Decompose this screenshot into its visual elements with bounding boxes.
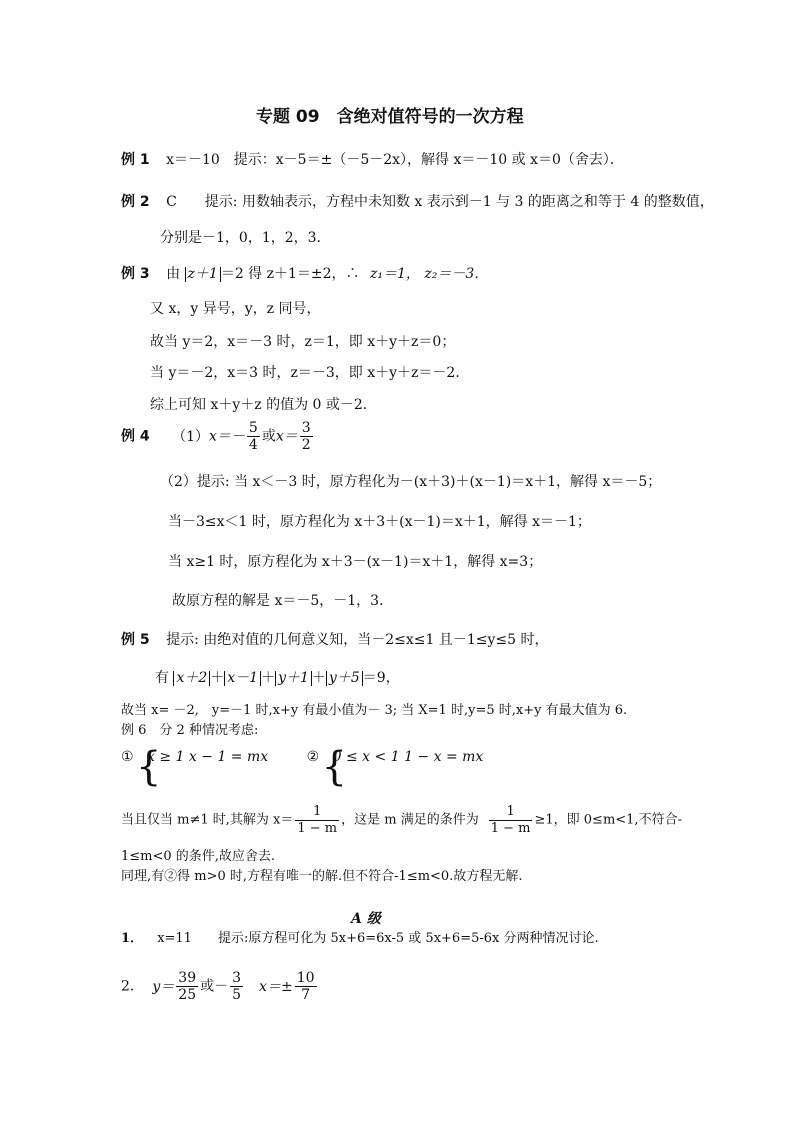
example-2-label: 例 2 [121, 194, 150, 210]
question-2-x: x＝± [259, 978, 293, 995]
case-1-condition: x ≥ 1 [147, 749, 185, 765]
case-2-condition: 0 ≤ x < 1 [332, 749, 400, 765]
fraction-1-over-1-minus-m-2: $\frac{1}{1 - m}$ [490, 804, 531, 836]
example-5-line-1: 提示: 由绝对值的几何意义知，当－2≤x≤1 且－1≤y≤5 时， [166, 632, 549, 648]
case-2-equation: 1 − x = mx [404, 749, 484, 765]
question-1-number: 1． [121, 931, 144, 946]
example-3-line-5: 综上可知 x＋y＋z 的值为 0 或－2． [150, 397, 377, 413]
z1-value: z₁＝1， [370, 266, 420, 282]
level-heading: A 级 [351, 911, 381, 927]
abs-z-plus-1: z＋1 [185, 267, 221, 282]
abs-x-minus-1: x－1 [224, 671, 261, 686]
question-1-text: x=11 提示:原方程可化为 5x+6=6x-5 或 5x+6=5-6x 分两种情况讨论. [157, 931, 599, 946]
fraction-1-over-1-minus-m: $\frac{1}{1 - m}$ [297, 804, 338, 836]
question-1 [121, 930, 599, 948]
example-3-label: 例 3 [121, 266, 150, 282]
example-2 [121, 193, 714, 211]
fraction-5-4: $\frac{5}{4}$ [248, 420, 258, 453]
plus-sign: ＋ [210, 670, 225, 686]
example-5-label: 例 5 [121, 632, 150, 648]
fraction-3-5: $\frac{3}{5}$ [232, 970, 242, 1003]
fraction-10-7: $\frac{10}{7}$ [296, 970, 315, 1003]
case-1-system [138, 748, 268, 766]
abs-y-plus-1: y＋1 [275, 671, 312, 686]
fraction-3-2: $\frac{3}{2}$ [301, 420, 311, 453]
example-4 [121, 420, 315, 453]
z2-value: z₂＝－3． [424, 266, 489, 282]
question-2-y: y＝ [152, 978, 175, 995]
example-1-label: 例 1 [121, 152, 150, 168]
example-5-pre: 有 [155, 670, 169, 686]
plus-sign: ＋ [311, 670, 326, 686]
example-1 [121, 151, 624, 169]
example-5 [121, 631, 549, 649]
case-1-equation: x − 1 = mx [188, 749, 269, 765]
example-5-post: ＝9， [362, 670, 400, 686]
example-3 [121, 265, 488, 283]
example-4-label: 例 4 [121, 428, 150, 445]
example-5-line-3: 故当 x= －2, y=－1 时,x+y 有最小值为－ 3; 当 X=1 时,y=5 时,x+y 有最大值为 6. [121, 703, 628, 718]
example-4-line-2: （2）提示: 当 x＜－3 时，原方程化为－(x＋3)＋(x－1)＝x＋1，解得 x＝－5； [160, 474, 662, 490]
case-1-marker: ① [121, 749, 134, 765]
example-3-line-4: 当 y＝－2，x＝3 时，z＝－3，即 x＋y＋z＝－2． [150, 365, 470, 381]
example-6-post: ≥1，即 0≤m<1,不符合- [534, 812, 682, 828]
example-3-line-2: 又 x，y 异号，y，z 同号， [150, 301, 321, 317]
question-2-number: 2． [121, 978, 144, 995]
example-4-part-1: （1） [172, 428, 209, 445]
question-2 [121, 970, 319, 1003]
example-2-line-1: C 提示: 用数轴表示，方程中未知数 x 表示到－1 与 3 的距离之和等于 4 的整数值， [166, 194, 714, 210]
example-4-x: x＝ [275, 428, 298, 445]
question-2-or: 或－ [200, 978, 229, 995]
page-title: 专题 09 含绝对值符号的一次方程 [256, 107, 524, 127]
abs-y-plus-5: y＋5 [326, 671, 363, 686]
example-4-line-4: 当 x≥1 时，原方程化为 x＋3－(x－1)＝x＋1，解得 x=3； [168, 554, 543, 570]
example-6-cases [121, 748, 483, 796]
example-1-text: x＝－10 提示：x－5＝±（－5－2x），解得 x＝－10 或 x＝0（舍去）． [166, 152, 624, 168]
example-4-line-3: 当－3≤x＜1 时，原方程化为 x＋3＋(x－1)＝x＋1，解得 x＝－1； [168, 514, 591, 530]
example-4-or: 或 [261, 428, 276, 445]
abs-x-plus-2: x＋2 [173, 671, 210, 686]
example-6-line-4: 1≤m<0 的条件,故应舍去. [121, 849, 276, 864]
example-3-pre: 由 [166, 266, 181, 282]
example-3-mid: ＝2 得 z＋1＝±2，∴ [220, 266, 360, 282]
example-4-line-5: 故原方程的解是 x＝－5，－1，3． [172, 593, 394, 609]
example-6-pre: 当且仅当 m≠1 时,其解为 x＝ [121, 812, 294, 828]
example-5-line-2 [155, 669, 400, 687]
case-2-marker: ② [306, 749, 320, 765]
fraction-39-25: $\frac{39}{25}$ [178, 970, 197, 1003]
example-3-line-3: 故当 y＝2，x＝－3 时，z＝1，即 x＋y＋z＝0； [150, 334, 456, 350]
example-6-line-5: 同理,有②得 m>0 时,方程有唯一的解.但不符合-1≤m<0.故方程无解. [121, 869, 523, 884]
example-6-mid: ，这是 m 满足的条件为 [341, 812, 479, 828]
example-2-line-2: 分别是－1，0，1，2，3． [160, 230, 331, 246]
example-6-line-1: 例 6 分 2 种情况考虑: [121, 723, 259, 738]
example-4-x-neg: x＝－ [209, 428, 245, 445]
example-6-line-3 [121, 804, 682, 837]
plus-sign: ＋ [261, 670, 276, 686]
case-2-system [324, 748, 484, 766]
